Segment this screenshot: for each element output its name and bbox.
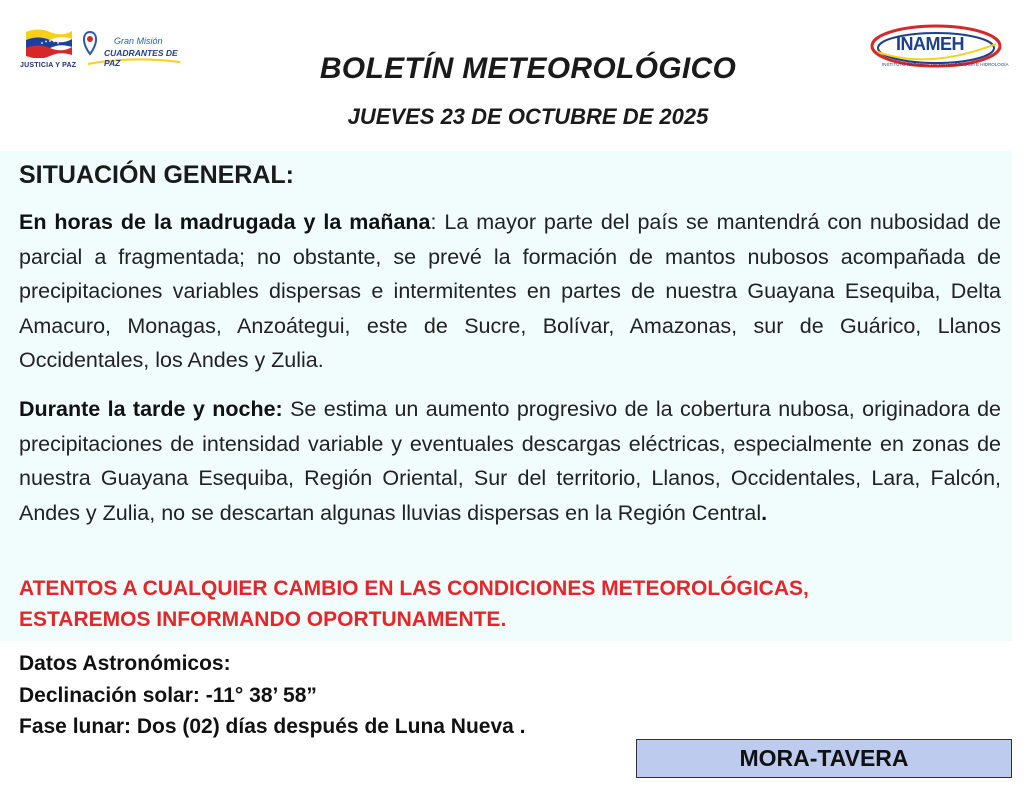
situation-panel (0, 151, 1012, 641)
situation-heading: SITUACIÓN GENERAL: (19, 161, 294, 189)
bulletin-title: BOLETÍN METEOROLÓGICO (319, 52, 737, 85)
afternoon-text: Se estima un aumento progresivo de la cobertura nubosa, originadora de precipitaciones de intensidad variable y eventuales descargas eléctricas, especialmente en zonas de nuestra Guayana Esequiba, Región Oriental, Sur del territorio, Llanos, Occidentales, Lara, Falcón, Andes y Zulia, no se descartan algunas lluvias dispersas en la Región Central (19, 397, 1001, 525)
afternoon-end: . (761, 500, 768, 525)
gm-line2: CUADRANTES DE PAZ (104, 48, 178, 68)
astronomical-data (19, 648, 525, 743)
alert-line1: ATENTOS A CUALQUIER CAMBIO EN LAS CONDICIONES METEOROLÓGICAS, (19, 577, 809, 600)
morning-text: : La mayor parte del país se mantendrá con nubosidad de parcial a fragmentada; no obstante, se prevé la formación de mantos nubosos acompañada de precipitaciones variables dispersas e intermitentes en partes de nuestra Guayana Esequiba, Delta Amacuro, Monagas, Anzoátegui, este de Sucre, Bolívar, Amazonas, sur de Guárico, Llanos Occidentales, los Andes y Zulia. (19, 210, 1001, 372)
moon-phase: Fase lunar: Dos (02) días después de Luna Nueva . (19, 715, 526, 738)
justicia-paz-caption: JUSTICIA Y PAZ (20, 62, 77, 69)
author-box: MORA-TAVERA (636, 739, 1012, 778)
afternoon-label: Durante la tarde y noche: (19, 397, 283, 421)
afternoon-forecast (19, 392, 1001, 530)
alert-line2: ESTAREMOS INFORMANDO OPORTUNAMENTE. (19, 608, 507, 631)
inameh-subtitle: INSTITUTO NACIONAL DE METEOROLOGÍA E HIDROLOGÍA (882, 62, 1009, 67)
morning-forecast (19, 205, 1001, 378)
alert-message (19, 573, 809, 635)
inameh-wordmark: INAMEH (896, 34, 964, 54)
morning-label: En horas de la madrugada y la mañana (19, 210, 431, 234)
gm-line1: Gran Misión (114, 36, 163, 46)
bulletin-date: JUEVES 23 DE OCTUBRE DE 2025 (347, 104, 709, 129)
astro-heading: Datos Astronómicos: (19, 652, 231, 675)
solar-declination: Declinación solar: -11° 38’ 58” (19, 683, 317, 707)
